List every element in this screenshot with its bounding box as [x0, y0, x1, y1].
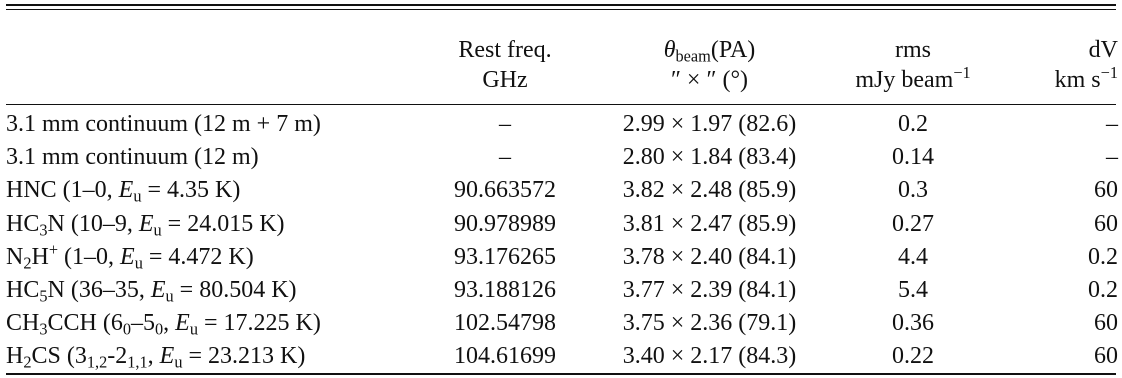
cell-beam: 2.99 × 1.97 (82.6) — [622, 111, 797, 137]
cell-rest-freq: 93.188126 — [454, 277, 556, 303]
cell-line: $HC_3N$ (10–9, $E_u = 24.015$ K) — [6, 210, 285, 240]
cell-dv: 60 — [1094, 310, 1118, 337]
table-row — [0, 175, 1122, 208]
cell-dv: 0.2 — [1088, 243, 1118, 270]
cell-beam: 3.81 × 2.47 (85.9) — [622, 210, 797, 237]
cell-beam: 3.82 × 2.48 (85.9) — [622, 177, 797, 204]
cell-beam: 3.78 × 2.40 (84.1) — [622, 243, 797, 270]
table-row — [0, 275, 1122, 308]
cell-rest-freq: 102.54798 — [454, 310, 556, 337]
cell-beam: 3.75 × 2.36 (79.1) — [622, 310, 797, 337]
cell-rest-freq: 104.61699 — [454, 343, 556, 370]
cell-rest-freq: – — [499, 111, 511, 137]
cell-line: 3.1 mm continuum (12 m + 7 m) — [6, 111, 321, 137]
table-row — [0, 308, 1122, 341]
bottom-rule — [6, 373, 1116, 375]
table-row — [0, 142, 1122, 175]
cell-rest-freq: 93.176265 — [454, 243, 556, 270]
cell-rms: 4.4 — [898, 243, 928, 270]
table-row — [0, 209, 1122, 242]
top-rule-thick — [6, 4, 1116, 6]
cell-line: $HC_5N$ (36–35, $E_u = 80.504$ K) — [6, 277, 297, 306]
cell-rms: 0.2 — [898, 111, 928, 137]
cell-rms: 0.14 — [892, 144, 934, 171]
cell-rest-freq: 90.978989 — [454, 210, 556, 237]
header-dv-unit: km $s^{-1}$ — [1054, 63, 1118, 93]
cell-line: $N_2H^+$ (1–0, $E_u = 4.472$ K) — [6, 239, 254, 273]
cell-dv: 60 — [1094, 343, 1118, 370]
cell-rms: 0.27 — [892, 210, 934, 237]
cell-rest-freq: 90.663572 — [454, 177, 556, 204]
header-beam: $\theta_{beam}(PA)$ ″ × ″ (°) — [582, 35, 837, 95]
cell-dv: 60 — [1094, 210, 1118, 237]
cell-rest-freq: – — [499, 144, 511, 171]
cell-beam: 3.40 × 2.17 (84.3) — [622, 343, 797, 370]
cell-rms: 0.36 — [892, 310, 934, 337]
cell-line: 3.1 mm continuum (12 m) — [6, 144, 259, 171]
cell-line: $CH_3CCH$ ($6_0-5_0$, $E_u = 17.225$ K) — [6, 310, 321, 339]
table-row — [0, 341, 1122, 374]
table-row — [0, 239, 1122, 275]
header-rule — [6, 104, 1116, 105]
cell-rms: 0.22 — [892, 343, 934, 370]
cell-beam: 3.77 × 2.39 (84.1) — [622, 277, 797, 303]
header-rms-unit: mJy beam$^{-1}$ — [855, 63, 971, 93]
header-dv: dV km $s^{-1}$ — [990, 35, 1118, 95]
top-rule-thin — [6, 9, 1116, 10]
cell-rms: 0.3 — [898, 177, 928, 204]
header-rest-freq: Rest freq. GHz — [458, 37, 552, 93]
cell-dv: 60 — [1094, 177, 1118, 204]
header-beam-symbol: $\theta_{beam}(PA)$ — [663, 37, 756, 66]
cell-line: HNC (1–0, $E_u = 4.35$ K) — [6, 177, 241, 206]
cell-rms: 5.4 — [898, 277, 928, 303]
cell-dv: – — [1106, 144, 1118, 171]
cell-line: $H_2CS$ ($3_{1,2}-2_{1,1}$, $E_u = 23.213$ K) — [6, 343, 306, 372]
cell-beam: 2.80 × 1.84 (83.4) — [622, 144, 797, 171]
cell-dv: – — [1106, 111, 1118, 137]
table-row — [0, 109, 1122, 142]
cell-dv: 0.2 — [1088, 277, 1118, 303]
header-rms: rms mJy beam$^{-1}$ — [848, 35, 978, 95]
